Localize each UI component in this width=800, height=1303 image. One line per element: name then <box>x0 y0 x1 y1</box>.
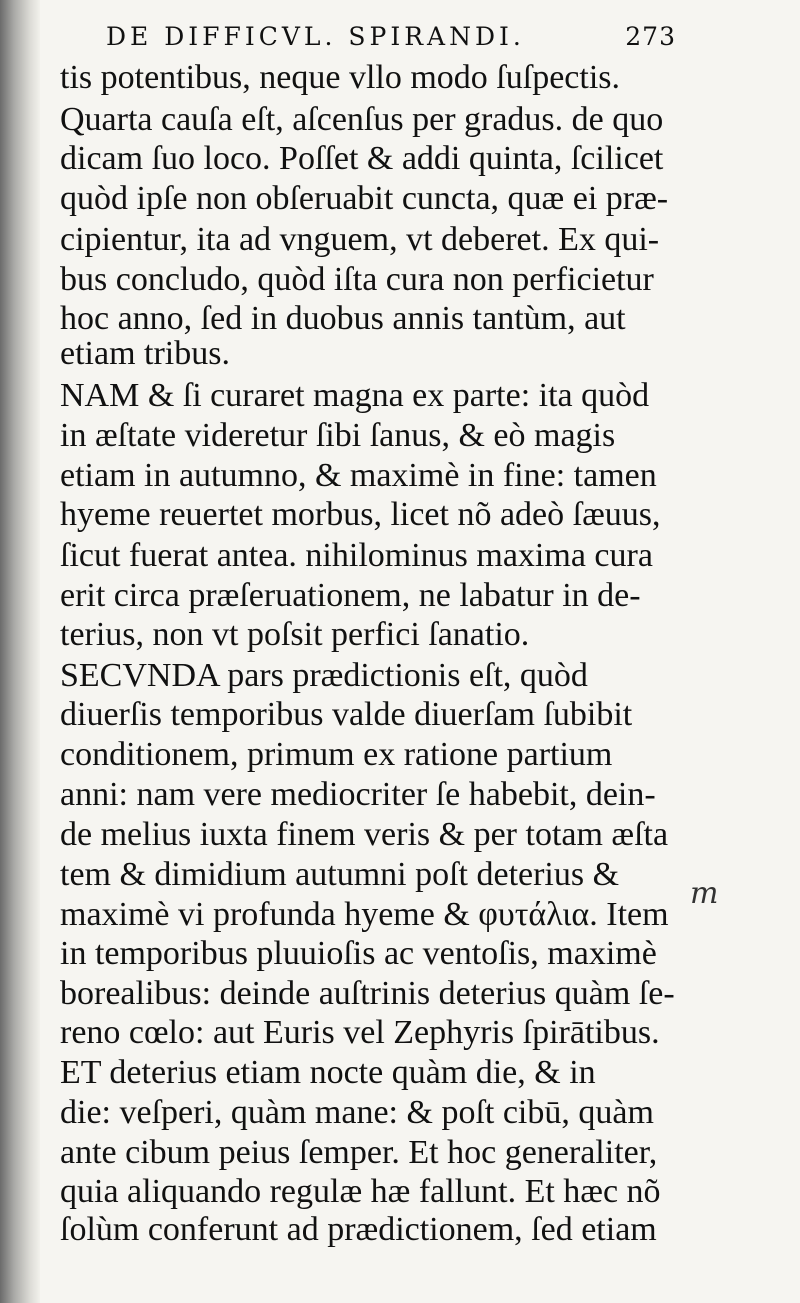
text-line-24: borealibus: deinde auſtrinis deterius quàm ſe- <box>60 975 675 1012</box>
text-line-3: dicam ſuo loco. Poſſet & addi quinta, ſcilicet <box>60 140 664 177</box>
text-line-20: de melius iuxta finem veris & per totam æſta <box>60 816 669 853</box>
page-gutter-shadow <box>0 0 40 1303</box>
text-line-17: diuerſis temporibus valde diuerſam ſubibit <box>60 696 633 733</box>
text-line-11: etiam in autumno, & maximè in fine: tamen <box>60 457 657 494</box>
text-line-18: conditionem, primum ex ratione partium <box>60 736 613 773</box>
text-line-25: reno cœlo: aut Euris vel Zephyris ſpirātibus. <box>60 1014 660 1051</box>
text-line-5: cipientur, ita ad vnguem, vt deberet. Ex qui- <box>60 221 660 258</box>
text-line-9: NAM & ſi curaret magna ex parte: ita quòd <box>60 377 650 414</box>
text-line-6: bus concludo, quòd iſta cura non perficietur <box>60 261 654 298</box>
text-line-21: tem & dimidium autumni poſt deterius & <box>60 856 620 893</box>
text-line-23: in temporibus pluuioſis ac ventoſis, maximè <box>60 935 657 972</box>
text-line-30: ſolùm conferunt ad prædictionem, ſed etiam <box>60 1211 657 1248</box>
text-line-10: in æſtate videretur ſibi ſanus, & eò magis <box>60 417 616 454</box>
page-number: 273 <box>625 22 676 51</box>
text-line-29: quia aliquando regulæ hæ fallunt. Et hæc nõ <box>60 1173 661 1210</box>
text-line-7: hoc anno, ſed in duobus annis tantùm, aut <box>60 300 626 337</box>
text-line-19: anni: nam vere mediocriter ſe habebit, dein- <box>60 776 656 813</box>
text-line-12: hyeme reuertet morbus, licet nõ adeò ſæuus, <box>60 496 661 533</box>
text-line-26: ET deterius etiam nocte quàm die, & in <box>60 1054 596 1091</box>
text-line-14: erit circa præſeruationem, ne labatur in de- <box>60 577 641 614</box>
text-line-8: etiam tribus. <box>60 335 230 372</box>
text-line-16: SECVNDA pars prædictionis eſt, quòd <box>60 657 588 694</box>
running-title: DE DIFFICVL. SPIRANDI. <box>106 22 525 51</box>
text-line-4: quòd ipſe non obſeruabit cuncta, quæ ei præ- <box>60 180 669 217</box>
text-line-13: ſicut fuerat antea. nihilominus maxima cura <box>60 537 653 574</box>
text-line-1: tis potentibus, neque vllo modo ſuſpectis. <box>60 59 621 96</box>
text-line-27: die: veſperi, quàm mane: & poſt cibū, quàm <box>60 1094 654 1131</box>
text-line-15: terius, non vt poſsit perfici ſanatio. <box>60 616 530 653</box>
handwritten-margin-note: m <box>690 876 719 911</box>
text-line-28: ante cibum peius ſemper. Et hoc generaliter, <box>60 1134 658 1171</box>
text-line-22: maximè vi profunda hyeme & φυτάλια. Item <box>60 896 669 933</box>
text-line-2: Quarta cauſa eſt, aſcenſus per gradus. de quo <box>60 101 664 138</box>
